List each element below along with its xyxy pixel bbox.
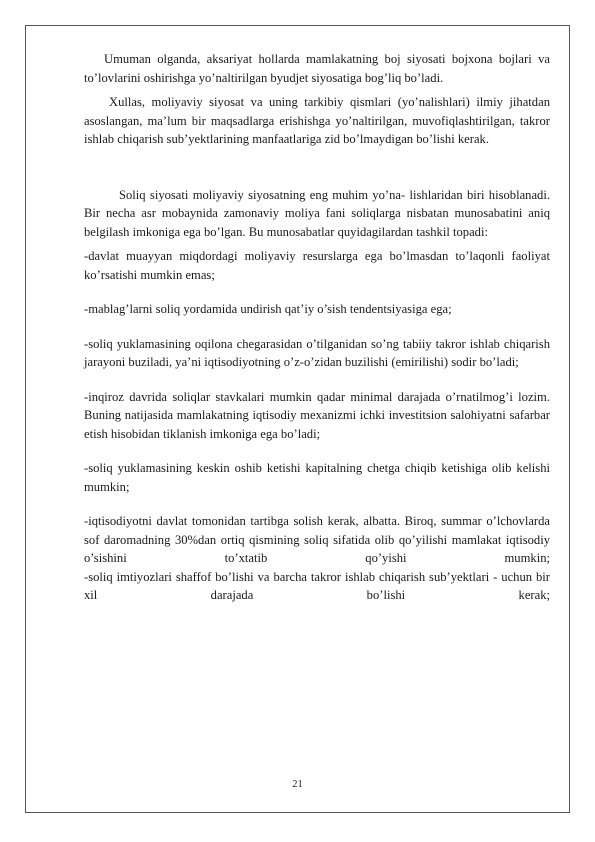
list-item-crisis-rates: -inqiroz davrida soliqlar stavkalari mumkin qadar minimal darajada o’rnatilmog’i lozim. Buning natijasida mamlakatning iqtisodiy mexanizmi ichki investitsion salohiyatni safarbar etish hisobidan tiklanish imkoniga ega bo’ladi; <box>84 389 550 441</box>
list-item-state-resources: -davlat muayyan miqdordagi moliyaviy resurslarga ega bo’lmasdan to’laqonli faoliyat ko’rsatishi mumkin emas; <box>84 249 550 282</box>
list-item-tax-collection: -mablag’larni soliq yordamida undirish qat’iy o’sish tendentsiyasiga ega; <box>84 302 452 316</box>
paragraph-tax-policy: Soliq siyosati moliyaviy siyosatning eng muhim yo’na- lishlaridan biri hisoblanadi. Bir necha asr mobaynida zamonaviy moliya fani soliqlarga nisbatan munosabatini aniq belgilash imkoniga ega bo’lgan. Bu munosabatlar quyidagilardan tashkil topadi: <box>84 187 550 239</box>
list-item-capital-flight: -soliq yuklamasining keskin oshib ketishi kapitalning chetga chiqib ketishiga olib kelishi mumkin; <box>84 461 550 494</box>
list-item-tax-burden-limit: -soliq yuklamasining oqilona chegarasidan o’tilganidan so’ng tabiiy takror ishlab chiqarish jarayoni buziladi, ya’ni iqtisodiyotning o’z-o’zidan buzilishi (emirilishi) sodir bo’ladi; <box>84 336 550 369</box>
list-item-tax-benefits: -soliq imtiyozlari shaffof bo’lishi va barcha takror ishlab chiqarish sub’yektlari - uchun bir xil darajada bo’lishi kerak; <box>84 569 550 602</box>
page-number: 21 <box>292 779 303 790</box>
document-body <box>84 50 550 605</box>
paragraph-customs-policy: Umuman olganda, aksariyat hollarda mamlakatning boj siyosati bojxona bojlari va to’lovlarini oshirishga yo’naltirilgan byudjet siyosatiga bog’liq bo’ladi. <box>84 52 550 85</box>
paragraph-financial-policy: Xullas, moliyaviy siyosat va uning tarkibiy qismlari (yo’nalishlari) ilmiy jihatdan asoslangan, ma’lum bir maqsadlarga erishishga yo’naltirilgan, muvofiqlashtirilgan, takror ishlab chiqarish sub’yektlarining manfaatlariga zid bo’lmaydigan bo’lishi kerak. <box>84 95 550 146</box>
list-item-state-regulation: -iqtisodiyotni davlat tomonidan tartibga solish kerak, albatta. Biroq, summar o’lchovlarda sof daromadning 30%dan ortiq qismining soliq sifatida olib qo’yilishi mamlakat iqtisodiy o’sishini to’xtatib qo’yishi mumkin; <box>84 514 550 565</box>
